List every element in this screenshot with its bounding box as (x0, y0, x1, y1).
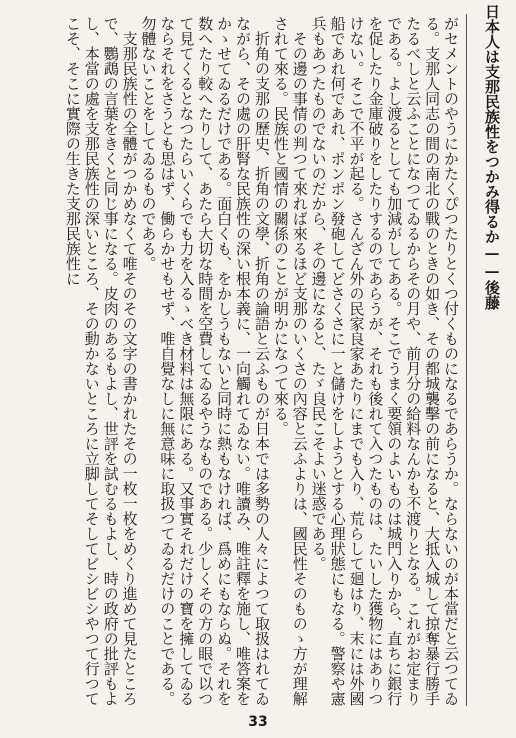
paragraph-2: その邊の事情の判つて來れば來るほど支那のいくさの內容と云ふよりは、國民性そのものゝ方が理解されて來る。民族性と國情の關係のことが明かになつて來る。 (271, 16, 309, 706)
body-text (20, 16, 460, 716)
paragraph-3: 折角の支那の歷史、折角の文學、折角の論語と云ふものが日本では多勢の人々によつて取扱はれてゐながら、その處の肝腎な民族性の深い根本義に、一向觸れてゐない。唯讀み、唯註釋を施し、唯答案をかゝせてゐるだけである。面白くも、をかしうもないと同時に熱もなければ、爲めにもならぬ。それを数へたり較へたりして、あたら大切な時間を空費してゐるやうなものである。少しくその方の眼で以つて見てくるとなつたらいくらでも力を入るゝべき材料は無限にある。又事實それだけの寶を擁してゐるならそれをさうとも思はず、働らかせもせず、唯自覺なしに無意味に取扱つてゐるだけのことである。勿體ないことをしてゐるものである。 (139, 16, 271, 706)
paragraph-4: 支那民族性の全體がつかめなくて唯そのその文字の書かれたその一枚一枚をめくり進めて見たところで、鸚鵡の言葉をきくと同じ事になる。皮肉のあるもよし、世評を試むるもよし、時の政府の批評もよし、本當の處を支那民族性の深いところ、その動かないところに立脚してそしてビシビシやつて行つてこそ、そこに實際の生きた支那民族性に (63, 16, 139, 706)
paragraph-1: がセメントのやうにかたくぴつたりとくつ付くものになるであらうか。ならないのが本當だと云つてゐる。支那人同志の間の南北の戰のときの如き、その都城襲擊の前になると、大抵入城して掠奪暴行勝手たるべしと云ふことになつてゐるからその月や、前月分の給料なんかも不渡りとなる。これがお定まりである。よし渡るとしても加減がしてある。そこでうまく要領のよいものは城門入りから、直ちに銀行を促したり金庫破りをしたりするのであらうが、それも後れて入つたものは、たいした獲物にはありつけない。そこで不平が起る。さんざん外の民家良家あたりにまでも入り、荒らして廻はり、末には外國船であれ何であれ、ポンポン發砲してどさくさに一と儲けをしようとする心理狀態にもなる。警察や憲兵もあつたものでないのだから、その邊になると、たゞ良民こそよい迷惑である。 (309, 16, 460, 706)
running-title: 日本人は支那民族性をつかみ得るか——後藤 (483, 4, 501, 310)
page-number: 33 (248, 714, 268, 730)
header-rule (466, 14, 467, 706)
